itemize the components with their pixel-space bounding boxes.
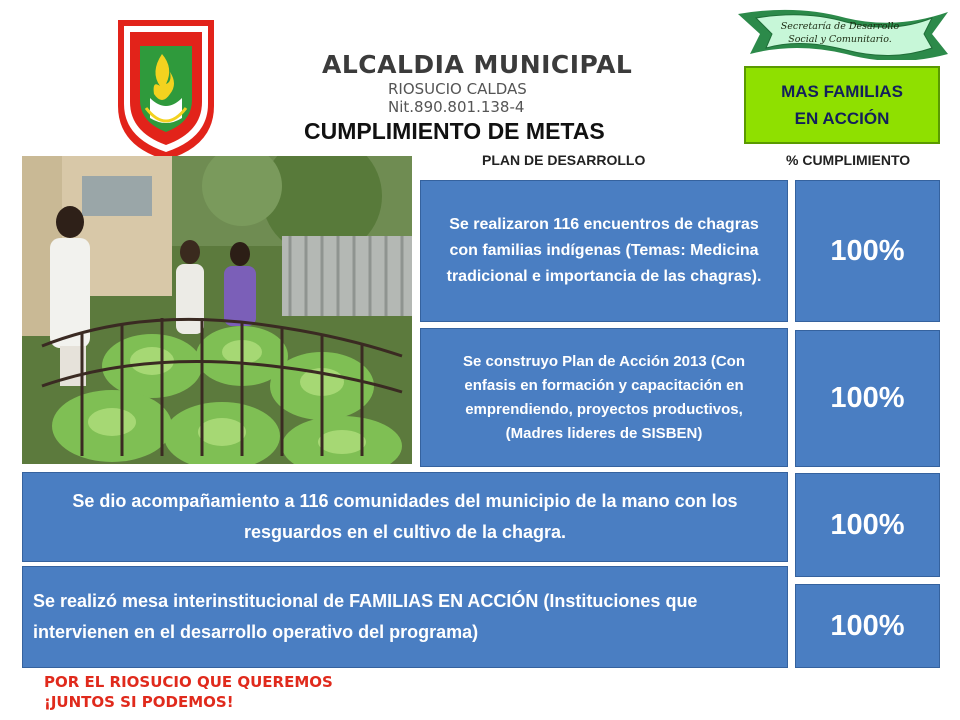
column-header-plan: PLAN DE DESARROLLO [482, 152, 646, 168]
garden-photo [22, 156, 412, 464]
program-line-1: MAS FAMILIAS [781, 82, 903, 101]
goal-2-percent: 100% [795, 330, 940, 467]
department-line-1: Secretaría de Desarrollo [780, 21, 900, 32]
municipal-shield-logo [112, 14, 220, 164]
department-line-2: Social y Comunitario. [788, 34, 892, 45]
column-header-percent: % CUMPLIMIENTO [786, 152, 911, 168]
goal-4-percent: 100% [795, 584, 940, 668]
goal-4-text: Se realizó mesa interinstitucional de FAMILIAS EN ACCIÓN (Instituciones que intervienen en el desarrollo operativo del programa) [22, 566, 788, 668]
program-badge [744, 66, 940, 144]
org-nit: Nit.890.801.138-4 [388, 98, 525, 116]
slogan-line-2: ¡JUNTOS SI PODEMOS! [44, 693, 234, 711]
program-line-2: EN ACCIÓN [794, 109, 890, 128]
goal-1-text: Se realizaron 116 encuentros de chagras con familias indígenas (Temas: Medicina tradicional e importancia de las chagras). [420, 180, 788, 322]
goal-1-percent: 100% [795, 180, 940, 322]
goal-2-text: Se construyo Plan de Acción 2013 (Con enfasis en formación y capacitación en emprendiendo, proyectos productivos, (Madres lideres de SISBEN) [420, 328, 788, 467]
slogan-line-1: POR EL RIOSUCIO QUE QUEREMOS [44, 673, 333, 691]
org-title: ALCALDIA MUNICIPAL [322, 50, 633, 79]
slogan [44, 672, 333, 712]
org-town: RIOSUCIO CALDAS [388, 80, 527, 98]
department-name [760, 20, 920, 46]
goal-3-percent: 100% [795, 473, 940, 577]
goal-3-text: Se dio acompañamiento a 116 comunidades del municipio de la mano con los resguardos en el cultivo de la chagra. [22, 472, 788, 562]
page-title: CUMPLIMIENTO DE METAS [304, 118, 605, 144]
